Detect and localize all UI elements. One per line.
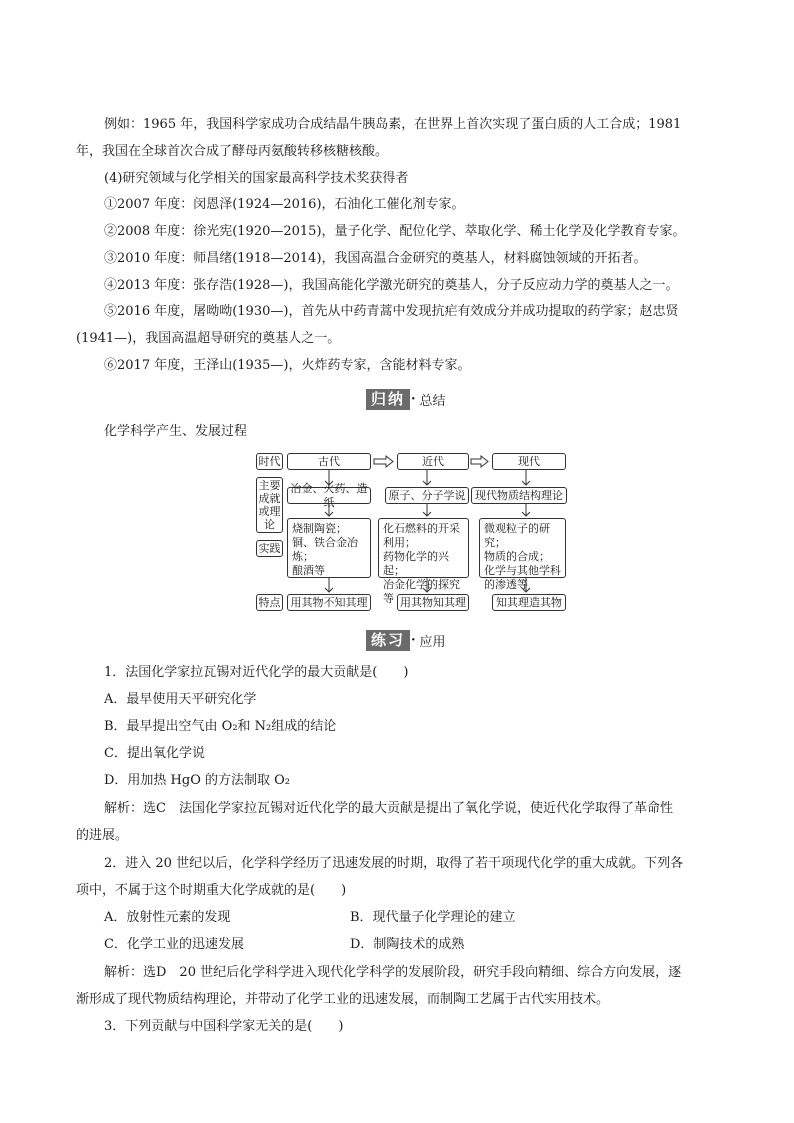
era-contemporary: 现代	[492, 453, 566, 470]
theory-contemporary: 现代物质结构理论	[471, 487, 567, 504]
option-a: A．放射性元素的发现	[104, 910, 231, 925]
practice-suffix: 应用	[419, 635, 446, 650]
row-label-theory: 主要 成就 或理 论	[256, 477, 283, 533]
list-item: (1941—)，我国高温超导研究的奠基人之一。	[76, 331, 341, 346]
row-label-feature: 特点	[256, 594, 283, 611]
list-item: ⑥2017 年度，王泽山(1935—)，火炸药专家，含能材料专家。	[104, 358, 471, 373]
paragraph-line: 例如：1965 年，我国科学家成功合成结晶牛胰岛素，在世界上首次实现了蛋白质的人工合成；1981	[104, 117, 682, 132]
question-stem: 项中，不属于这个时期重大化学成就的是( )	[76, 883, 347, 898]
row-label-practice: 实践	[256, 540, 283, 557]
option-c: C．提出氧化学说	[104, 746, 205, 761]
question-stem: 1．法国化学家拉瓦锡对近代化学的最大贡献是( )	[104, 665, 409, 680]
summary-tag: 归纳	[366, 389, 410, 410]
summary-suffix: 总结	[419, 394, 446, 409]
question-stem: 2．进入 20 世纪以后，化学科学经历了迅速发展的时期，取得了若干项现代化学的重大成就。下列各	[104, 856, 684, 871]
question-stem: 3．下列贡献与中国科学家无关的是( )	[104, 1019, 344, 1034]
analysis: 解析：选D 20 世纪后化学科学进入现代化学科学的发展阶段，研究手段向精细、综合方向发展，逐	[104, 965, 682, 980]
practice-modern: 化石燃料的开采 利用； 药物化学的兴起； 冶金化学的探究等	[378, 518, 469, 578]
list-item: ③2010 年度：师昌绪(1918—2014)，我国高温合金研究的奠基人，材料腐蚀领域的开拓者。	[104, 251, 647, 266]
row-label-era: 时代	[256, 453, 283, 470]
option-b: B．最早提出空气由 O₂和 N₂组成的结论	[104, 719, 337, 734]
option-d: D．用加热 HgO 的方法制取 O₂	[104, 773, 291, 788]
heading-dot: ·	[411, 633, 416, 648]
option-b: B．现代量子化学理论的建立	[350, 910, 516, 925]
heading-dot: ·	[411, 392, 416, 407]
theory-ancient: 冶金、火药、造纸	[287, 487, 371, 504]
analysis: 渐形成了现代物质结构理论，并带动了化学工业的迅速发展，而制陶工艺属于古代实用技术。	[76, 992, 610, 1007]
list-item: ④2013 年度：张存浩(1928—)，我国高能化学激光研究的奠基人，分子反应动力学的奠基人之一。	[104, 278, 679, 293]
analysis: 的进展。	[76, 828, 129, 843]
option-d: D．制陶技术的成熟	[350, 937, 465, 952]
arrow-ancient-to-modern	[374, 456, 393, 467]
feature-contemporary: 知其理造其物	[492, 594, 566, 611]
arrow-modern-to-contemporary	[471, 456, 488, 467]
paragraph-line: 年，我国在全球首次合成了酵母丙氨酸转移核糖核酸。	[76, 144, 389, 159]
list-item: ⑤2016 年度，屠呦呦(1930—)，首先从中药青蒿中发现抗疟有效成分并成功提取的药学家；赵忠贤	[104, 304, 679, 319]
list-item: ①2007 年度：闵恩泽(1924—2016)，石油化工催化剂专家。	[104, 197, 465, 212]
feature-ancient: 用其物不知其理	[287, 594, 371, 611]
era-ancient: 古代	[287, 453, 371, 470]
practice-tag: 练习	[366, 630, 410, 651]
feature-modern: 用其物知其理	[397, 594, 469, 611]
theory-modern: 原子、分子学说	[385, 487, 469, 504]
practice-ancient: 烧制陶瓷； 铜、铁合金冶炼； 酿酒等	[287, 518, 371, 578]
option-a: A．最早使用天平研究化学	[104, 692, 257, 707]
era-modern: 近代	[397, 453, 469, 470]
option-c: C．化学工业的迅速发展	[104, 937, 244, 952]
practice-contemporary: 微观粒子的研究； 物质的合成； 化学与其他学科 的渗透等	[479, 518, 566, 578]
analysis: 解析：选C 法国化学家拉瓦锡对近代化学的最大贡献是提出了氧化学说，使近代化学取得了革命性	[104, 801, 673, 816]
list-item: ②2008 年度：徐光宪(1920—2015)，量子化学、配位化学、萃取化学、稀土化学及化学教育专家。	[104, 224, 686, 239]
diagram-caption: 化学科学产生、发展过程	[104, 424, 248, 439]
section-title: (4)研究领域与化学相关的国家最高科学技术奖获得者	[104, 171, 409, 186]
practice-heading	[366, 630, 446, 651]
